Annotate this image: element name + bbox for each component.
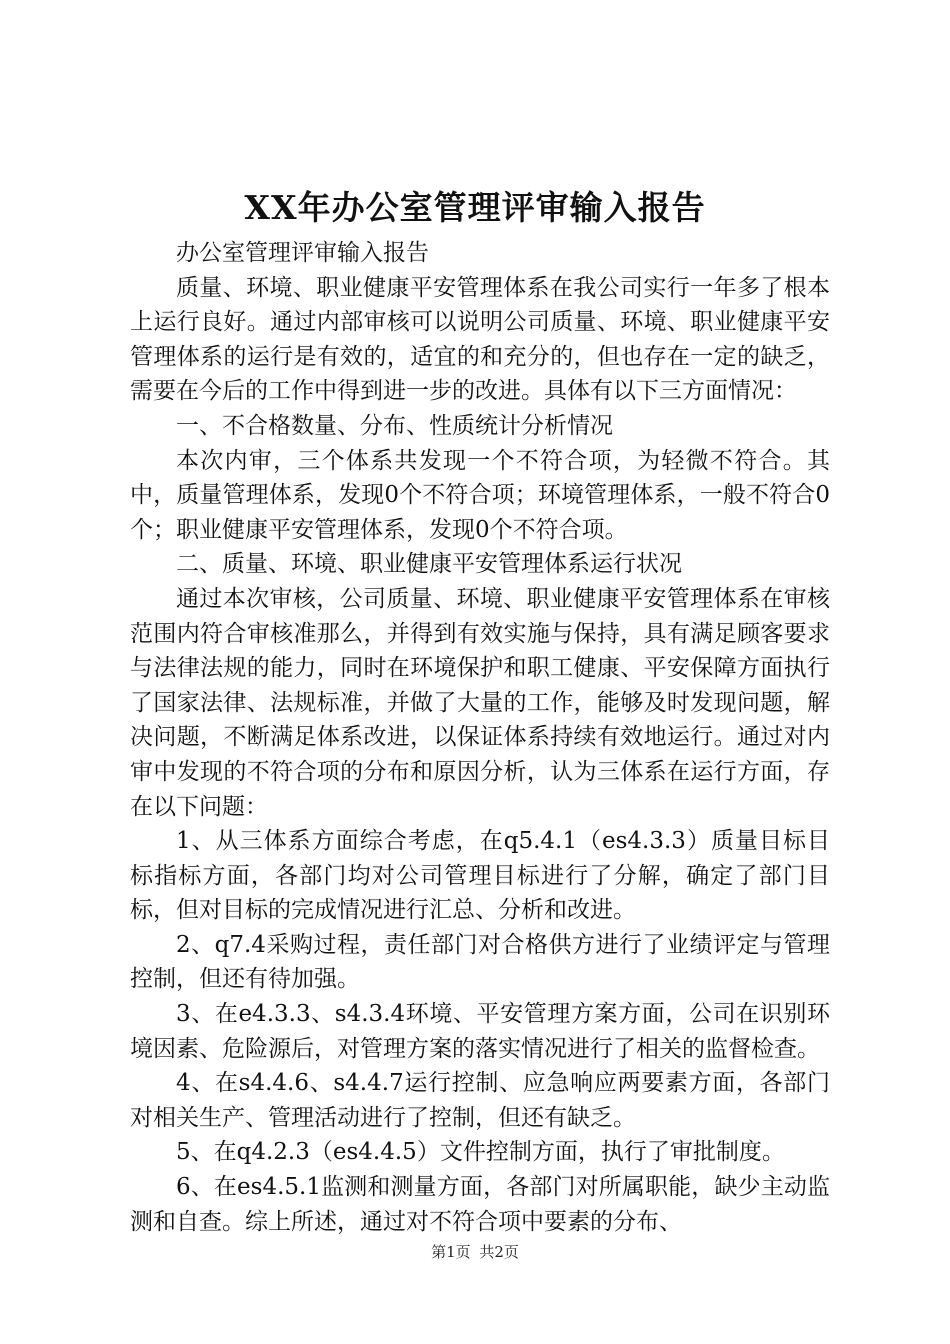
document-title: XX年办公室管理评审输入报告 [244, 188, 706, 227]
page-number: 第1页 [431, 1243, 471, 1261]
section-heading: 二、质量、环境、职业健康平安管理体系运行状况 [176, 551, 682, 578]
document-body [130, 236, 830, 1239]
list-item: 1、从三体系方面综合考虑，在q5.4.1（es4.3.3）质量目标目标指标方面，各部门均对公司管理目标进行了分解，确定了部门目标，但对目标的完成情况进行汇总、分析和改进。 [130, 828, 830, 924]
list-item: 2、q7.4采购过程，责任部门对合格供方进行了业绩评定与管理控制，但还有待加强。 [130, 931, 830, 993]
page-footer [0, 1240, 950, 1264]
paragraph: 通过本次审核，公司质量、环境、职业健康平安管理体系在审核范围内符合审核准那么，并得到有效实施与保持，具有满足顾客要求与法律法规的能力，同时在环境保护和职工健康、平安保障方面执行了国家法律、法规标准，并做了大量的工作，能够及时发现问题，解决问题，不断满足体系改进，以保证体系持续有效地运行。通过对内审中发现的不符合项的分布和原因分析，认为三体系在运行方面，存在以下问题： [130, 585, 830, 820]
page-total: 共2页 [479, 1243, 519, 1261]
list-item: 3、在e4.3.3、s4.3.4环境、平安管理方案方面，公司在识别环境因素、危险源后，对管理方案的落实情况进行了相关的监督检查。 [130, 1001, 830, 1062]
paragraph: 本次内审，三个体系共发现一个不符合项，为轻微不符合。其中，质量管理体系，发现0个不符合项；环境管理体系，一般不符合0个；职业健康平安管理体系，发现0个不符合项。 [130, 447, 830, 543]
list-item: 5、在q4.2.3（es4.4.5）文件控制方面，执行了审批制度。 [176, 1139, 785, 1166]
list-item: 4、在s4.4.6、s4.4.7运行控制、应急响应两要素方面，各部门对相关生产、管理活动进行了控制，但还有缺乏。 [130, 1070, 830, 1131]
paragraph: 质量、环境、职业健康平安管理体系在我公司实行一年多了根本上运行良好。通过内部审核可以说明公司质量、环境、职业健康平安管理体系的运行是有效的，适宜的和充分的，但也存在一定的缺乏，需要在今后的工作中得到进一步的改进。具体有以下三方面情况： [130, 274, 830, 405]
paragraph: 办公室管理评审输入报告 [176, 240, 429, 266]
section-heading: 一、不合格数量、分布、性质统计分析情况 [176, 412, 613, 439]
list-item: 6、在es4.5.1监测和测量方面，各部门对所属职能，缺少主动监测和自查。综上所述，通过对不符合项中要素的分布、 [130, 1174, 830, 1235]
